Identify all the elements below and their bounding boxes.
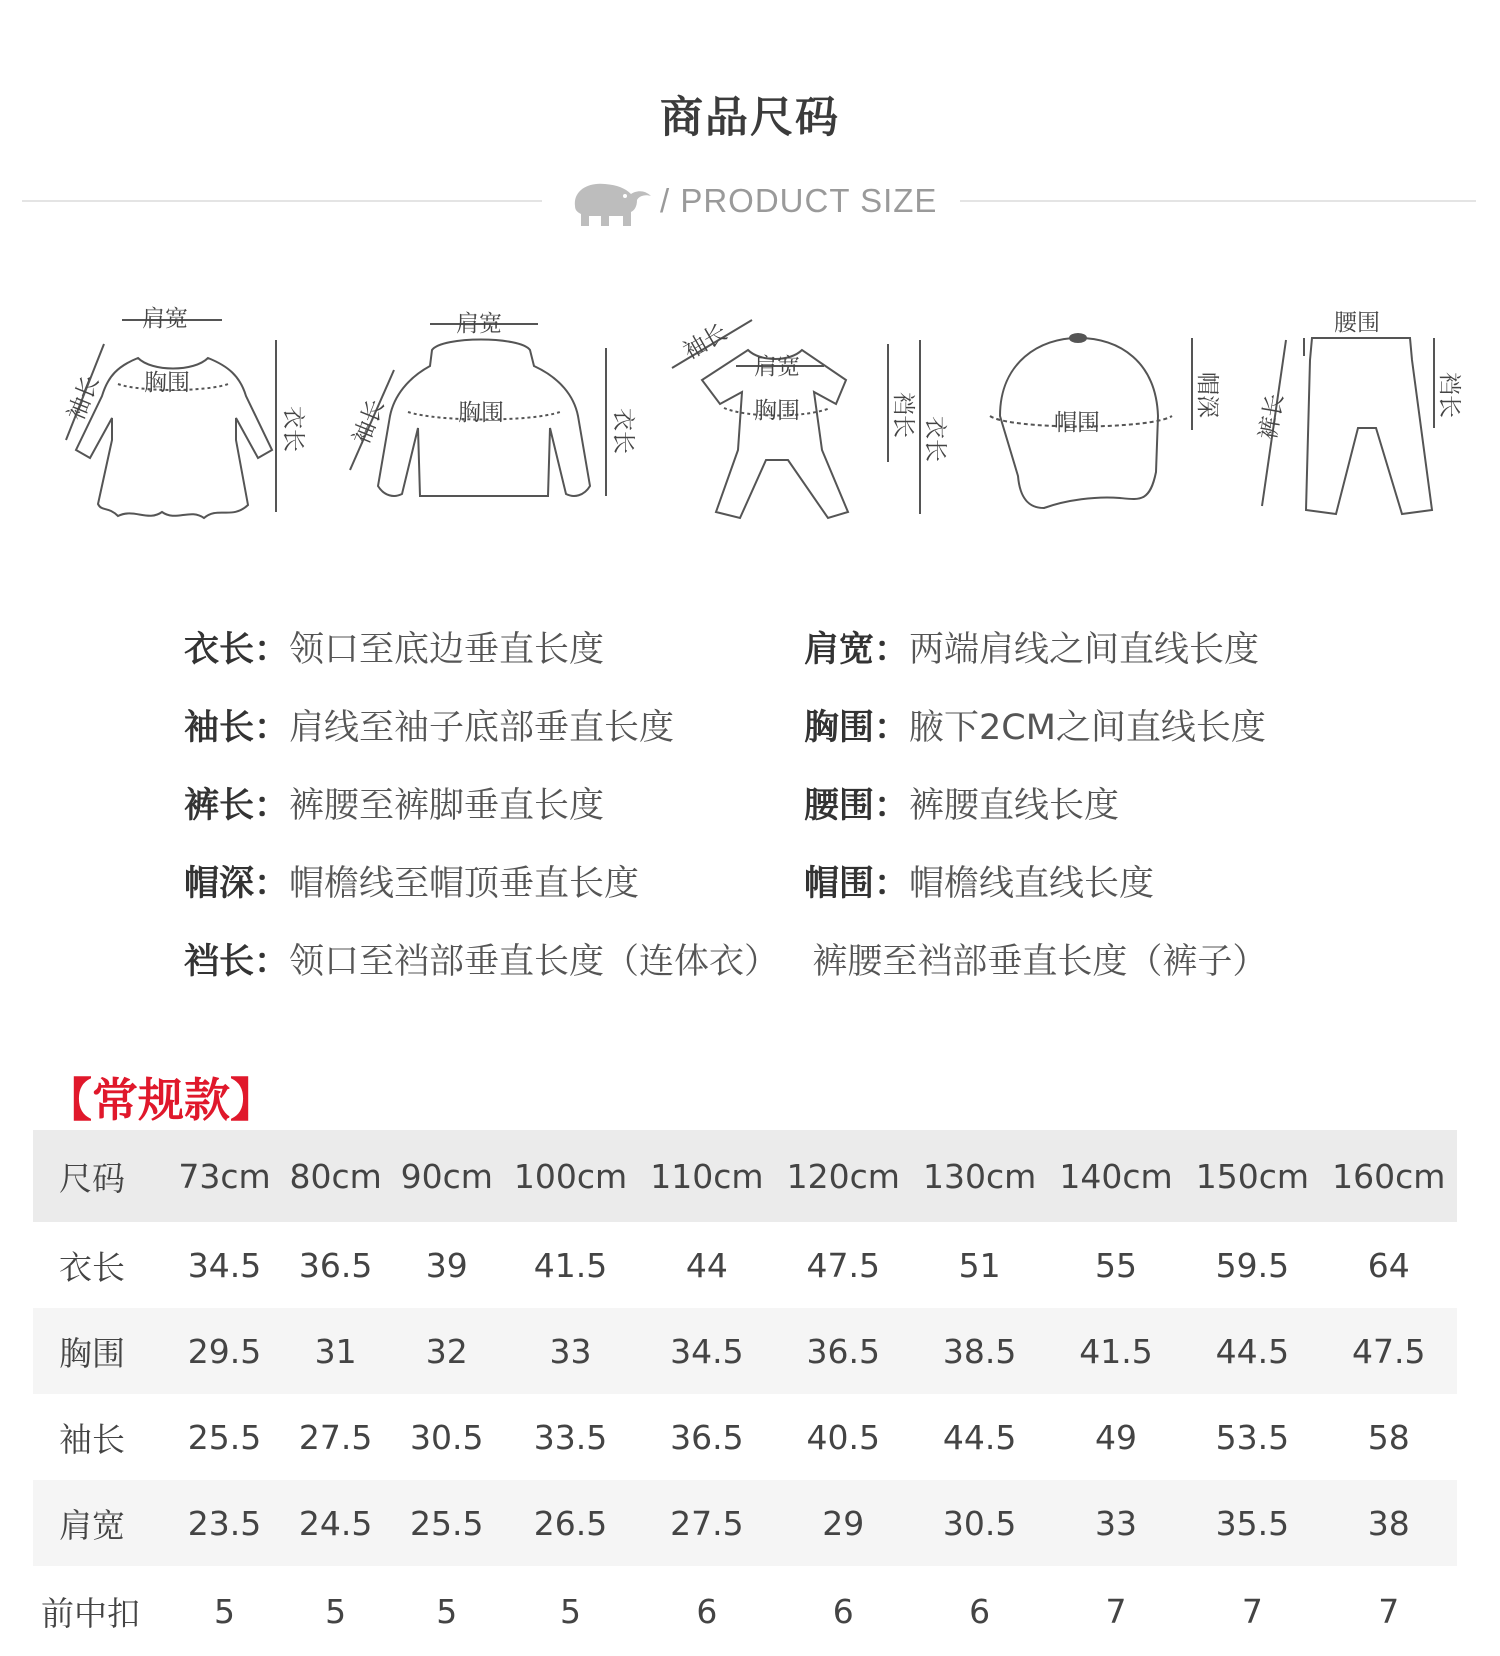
table-cell: 5 <box>325 1591 347 1631</box>
table-cell: 53.5 <box>1215 1417 1290 1457</box>
table-cell: 55 <box>1094 1245 1137 1285</box>
table-cell: 64 <box>1367 1245 1410 1285</box>
table-cell: 38.5 <box>911 1308 1047 1394</box>
definition-item <box>184 778 604 828</box>
hoodie-sleeve-label: 袖长 <box>348 396 390 449</box>
definition-key: 胸围： <box>804 708 910 748</box>
table-header-cell: 110cm <box>639 1130 775 1222</box>
table-cell: 6 <box>832 1591 854 1631</box>
table-row-header: 袖长 <box>59 1419 125 1459</box>
table-cell: 24.5 <box>280 1480 391 1566</box>
table-row <box>33 1222 1457 1308</box>
definition-item <box>184 934 1267 984</box>
table-cell: 5 <box>214 1591 236 1631</box>
table-cell: 29.5 <box>169 1308 280 1394</box>
table-cell: 39 <box>425 1245 468 1285</box>
hoodie-shoulder-label: 肩宽 <box>456 311 502 337</box>
table-header-cell: 150cm <box>1184 1130 1320 1222</box>
subtitle: / PRODUCT SIZE <box>660 182 938 219</box>
table-cell: 27.5 <box>298 1417 373 1457</box>
definition-row <box>184 856 1384 916</box>
table-cell: 33 <box>502 1308 638 1394</box>
table-cell: 26.5 <box>502 1480 638 1566</box>
definition-key: 肩宽： <box>804 630 910 670</box>
table-cell: 36.5 <box>298 1245 373 1285</box>
table-cell: 27.5 <box>639 1480 775 1566</box>
table-header-cell: 80cm <box>280 1130 391 1222</box>
table-cell: 30.5 <box>911 1480 1047 1566</box>
table-row-header: 衣长 <box>59 1247 125 1287</box>
divider-right <box>960 200 1476 202</box>
definition-desc: 肩线至袖子底部垂直长度 <box>289 708 675 748</box>
table-cell: 59.5 <box>1215 1245 1290 1285</box>
table-cell: 44.5 <box>942 1417 1017 1457</box>
table-cell: 58 <box>1367 1417 1410 1457</box>
table-cell: 25.5 <box>391 1480 502 1566</box>
pants-crotch-label: 裆长 <box>1436 372 1462 418</box>
table-cell: 5 <box>559 1591 581 1631</box>
size-table <box>33 1130 1457 1656</box>
table-cell: 30.5 <box>409 1417 484 1457</box>
definition-key: 裤长： <box>184 786 290 826</box>
romper-sleeve-label: 袖长 <box>678 319 732 366</box>
table-cell: 49 <box>1094 1417 1137 1457</box>
table-header-cell: 90cm <box>391 1130 502 1222</box>
table-header-cell: 120cm <box>775 1130 911 1222</box>
table-row <box>33 1394 1457 1480</box>
table-row <box>33 1308 1457 1394</box>
table-cell: 32 <box>391 1308 502 1394</box>
divider-left <box>22 200 542 202</box>
definition-item <box>184 622 604 672</box>
table-cell: 47.5 <box>1321 1308 1457 1394</box>
hoodie-length-label: 衣长 <box>610 408 636 454</box>
table-header-row <box>33 1130 1457 1222</box>
table-row-header: 肩宽 <box>33 1480 169 1566</box>
table-cell: 29 <box>775 1480 911 1566</box>
table-cell: 7 <box>1378 1591 1400 1631</box>
hoodie-chest-label: 胸围 <box>458 400 504 426</box>
definition-key: 帽围： <box>804 864 910 904</box>
table-cell: 25.5 <box>187 1417 262 1457</box>
definition-item <box>184 856 639 906</box>
definition-item <box>804 778 1119 828</box>
table-header-cell: 130cm <box>911 1130 1047 1222</box>
subtitle-row <box>0 176 1500 236</box>
table-cell: 44 <box>685 1245 728 1285</box>
table-header-cell: 73cm <box>169 1130 280 1222</box>
definition-row <box>184 700 1384 760</box>
table-cell: 7 <box>1241 1591 1263 1631</box>
romper-crotch-label: 裆长 <box>890 392 916 438</box>
definition-key: 帽深： <box>184 864 290 904</box>
table-cell: 7 <box>1105 1591 1127 1631</box>
table-cell: 6 <box>696 1591 718 1631</box>
definition-item <box>804 700 1266 750</box>
hat-depth-label: 帽深 <box>1194 372 1220 418</box>
elephant-icon <box>565 176 655 228</box>
table-cell: 34.5 <box>639 1308 775 1394</box>
romper-chest-label: 胸围 <box>754 398 800 424</box>
section-tag: 【常规款】 <box>46 1073 276 1127</box>
table-cell: 5 <box>436 1591 458 1631</box>
pants-waist-label: 腰围 <box>1334 310 1380 336</box>
definition-key: 腰围： <box>804 786 910 826</box>
hat-circumference-label: 帽围 <box>1054 410 1100 436</box>
table-row-header: 前中扣 <box>41 1593 140 1633</box>
dress-shoulder-label: 肩宽 <box>142 306 188 332</box>
romper-length-label: 衣长 <box>922 416 948 462</box>
definition-desc: 领口至裆部垂直长度（连体衣） 裤腰至裆部垂直长度（裤子） <box>289 942 1268 982</box>
dress-length-label: 衣长 <box>280 406 306 452</box>
table-row <box>33 1480 1457 1566</box>
definition-desc: 领口至底边垂直长度 <box>289 630 605 670</box>
table-cell: 47.5 <box>806 1245 880 1285</box>
table-cell: 41.5 <box>533 1245 608 1285</box>
table-cell: 6 <box>969 1591 991 1631</box>
table-cell: 41.5 <box>1048 1308 1184 1394</box>
dress-sleeve-label: 袖长 <box>63 372 105 425</box>
table-row <box>33 1566 1457 1656</box>
definition-key: 衣长： <box>184 630 290 670</box>
definition-desc: 腋下2CM之间直线长度 <box>909 708 1266 748</box>
definition-desc: 帽檐线直线长度 <box>909 864 1155 904</box>
definition-key: 袖长： <box>184 708 290 748</box>
table-cell: 36.5 <box>670 1417 744 1457</box>
table-cell: 51 <box>958 1245 1001 1285</box>
table-cell: 36.5 <box>775 1308 911 1394</box>
table-cell: 33.5 <box>533 1417 608 1457</box>
table-header-cell: 尺码 <box>33 1130 169 1222</box>
definition-row <box>184 778 1384 838</box>
table-cell: 38 <box>1321 1480 1457 1566</box>
definition-item <box>804 622 1259 672</box>
table-cell: 44.5 <box>1184 1308 1320 1394</box>
page-title: 商品尺码 <box>660 93 840 143</box>
table-cell: 23.5 <box>169 1480 280 1566</box>
romper-shoulder-label: 肩宽 <box>754 354 800 380</box>
table-cell: 31 <box>280 1308 391 1394</box>
definition-row <box>184 622 1384 682</box>
definition-key: 裆长： <box>184 942 290 982</box>
table-header-cell: 140cm <box>1048 1130 1184 1222</box>
dress-chest-label: 胸围 <box>144 370 190 396</box>
table-header-cell: 160cm <box>1321 1130 1457 1222</box>
pants-length-label: 裤长 <box>1255 392 1290 442</box>
table-row-header: 胸围 <box>33 1308 169 1394</box>
definition-desc: 裤腰直线长度 <box>909 786 1120 826</box>
table-header-cell: 100cm <box>502 1130 638 1222</box>
definition-desc: 裤腰至裤脚垂直长度 <box>289 786 605 826</box>
definition-desc: 两端肩线之间直线长度 <box>909 630 1260 670</box>
table-cell: 33 <box>1048 1480 1184 1566</box>
definition-row <box>184 934 1384 994</box>
definition-item <box>184 700 674 750</box>
table-cell: 34.5 <box>187 1245 262 1285</box>
table-cell: 35.5 <box>1184 1480 1320 1566</box>
definition-desc: 帽檐线至帽顶垂直长度 <box>289 864 640 904</box>
table-cell: 40.5 <box>806 1417 880 1457</box>
measurement-diagrams <box>0 300 1500 570</box>
definition-item <box>804 856 1154 906</box>
